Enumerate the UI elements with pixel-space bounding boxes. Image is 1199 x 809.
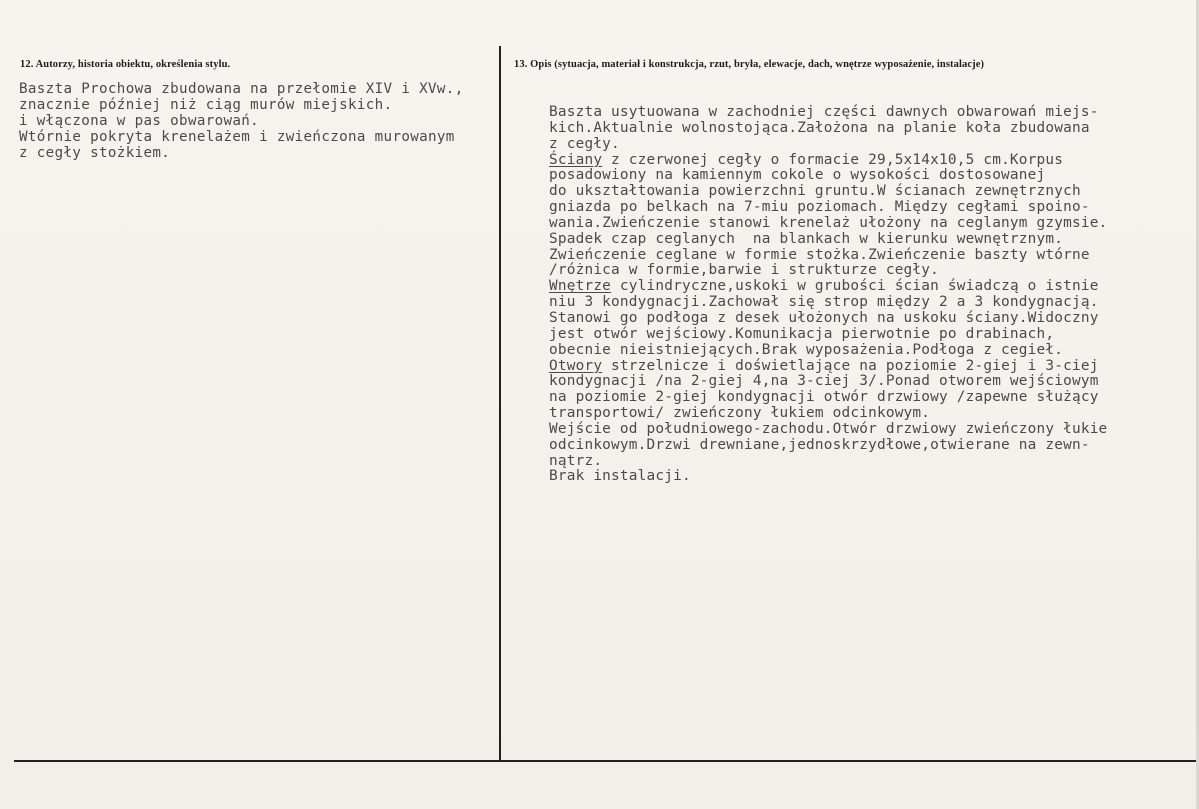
underlined-subheading: Otwory	[549, 357, 603, 374]
line-text: Stanowi go podłoga z desek ułożonych na uskoku ściany.Widoczny	[549, 309, 1099, 326]
line-text: do ukształtowania powierzchni gruntu.W ścianach zewnętrznych	[549, 183, 1081, 200]
line-text: jest otwór wejściowy.Komunikacja pierwotnie po drabinach,	[549, 325, 1055, 342]
typed-line	[549, 279, 1107, 295]
typed-line	[549, 422, 1107, 438]
line-text: kich.Aktualnie wolnostojąca.Założona na planie koła zbudowana	[549, 119, 1090, 136]
line-text: z czerwonej cegły o formacie 29,5x14x10,5 cm.Korpus	[602, 151, 1064, 168]
line-text: wania.Zwieńczenie stanowi krenelaż ułożony na ceglanym gzymsie.	[549, 214, 1108, 231]
line-text: nątrz.	[549, 452, 603, 469]
typed-line: Baszta Prochowa zbudowana na przełomie XIV i XVw.,	[19, 81, 464, 97]
line-text: Brak instalacji.	[549, 468, 691, 485]
typed-line	[549, 184, 1107, 200]
typed-line	[549, 359, 1107, 375]
line-text: Wejście od południowego-zachodu.Otwór drzwiowy zwieńczony łukie	[549, 420, 1108, 437]
line-text: posadowiony na kamiennym cokole o wysokości dostosowanej	[549, 167, 1046, 184]
typed-line	[549, 390, 1107, 406]
line-text: Baszta usytuowana w zachodniej części dawnych obwarowań miejs-	[549, 104, 1099, 120]
line-text: Zwieńczenie ceglane w formie stożka.Zwieńczenie baszty wtórne	[549, 246, 1090, 263]
line-text: z cegły.	[549, 135, 620, 152]
typed-line: znacznie później niż ciąg murów miejskich.	[19, 97, 393, 113]
typed-line	[549, 295, 1107, 311]
typed-line: z cegły stożkiem.	[19, 145, 171, 161]
typed-line	[549, 153, 1107, 169]
section-12-heading: 12. Autorzy, historia obiektu, określenia stylu.	[20, 59, 231, 70]
typed-line: Wtórnie pokryta krenelażem i zwieńczona murowanym	[19, 129, 455, 145]
line-text: obecnie nieistniejących.Brak wyposażenia.Podłoga z cegieł.	[549, 341, 1064, 358]
line-text: odcinkowym.Drzwi drewniane,jednoskrzydłowe,otwierane na zewn-	[549, 436, 1090, 453]
line-text: niu 3 kondygnacji.Zachował się strop między 2 a 3 kondygnacją.	[549, 294, 1099, 311]
line-text: strzelnicze i doświetlające na poziomie 2-giej i 3-ciej	[602, 357, 1099, 374]
typed-line	[549, 263, 1107, 279]
line-text: cylindryczne,uskoki w grubości ścian świadczą o istnie	[611, 278, 1099, 295]
line-text: Spadek czap ceglanych na blankach w kierunku wewnętrznym.	[549, 230, 1064, 247]
typed-line	[549, 327, 1107, 343]
underlined-subheading: Wnętrze	[549, 278, 612, 295]
section-12-text	[19, 81, 464, 161]
typed-line	[549, 311, 1107, 327]
typed-line	[549, 454, 1107, 470]
typed-line	[549, 438, 1107, 454]
typed-line	[549, 248, 1107, 264]
line-text: kondygnacji /na 2-giej 4,na 3-ciej 3/.Ponad otworem wejściowym	[549, 373, 1099, 390]
typed-line	[549, 406, 1107, 422]
bottom-rule	[14, 760, 1199, 762]
line-text: gniazda po belkach na 7-miu poziomach. Między cegłami spoino-	[549, 199, 1090, 216]
section-13-text	[549, 105, 1107, 485]
typed-line	[549, 343, 1107, 359]
typed-line	[549, 216, 1107, 232]
typed-line	[549, 232, 1107, 248]
line-text: na poziomie 2-giej kondygnacji otwór drzwiowy /zapewne służący	[549, 389, 1099, 406]
typed-line: i włączona w pas obwarowań.	[19, 113, 260, 129]
typed-line	[549, 200, 1107, 216]
line-text: transportowi/ zwieńczony łukiem odcinkowym.	[549, 405, 931, 422]
typed-line	[549, 121, 1107, 137]
typed-line	[549, 137, 1107, 153]
underlined-subheading: Ściany	[549, 151, 603, 168]
line-text: /różnica w formie,barwie i strukturze cegły.	[549, 262, 940, 279]
typed-line	[549, 168, 1107, 184]
section-13-heading: 13. Opis (sytuacja, materiał i konstrukcja, rzut, bryła, elewacje, dach, wnętrze wyposażenie, instalacje)	[514, 59, 985, 70]
typed-line	[549, 374, 1107, 390]
typed-line	[549, 105, 1107, 121]
column-divider	[499, 46, 501, 760]
typed-line	[549, 469, 1107, 485]
